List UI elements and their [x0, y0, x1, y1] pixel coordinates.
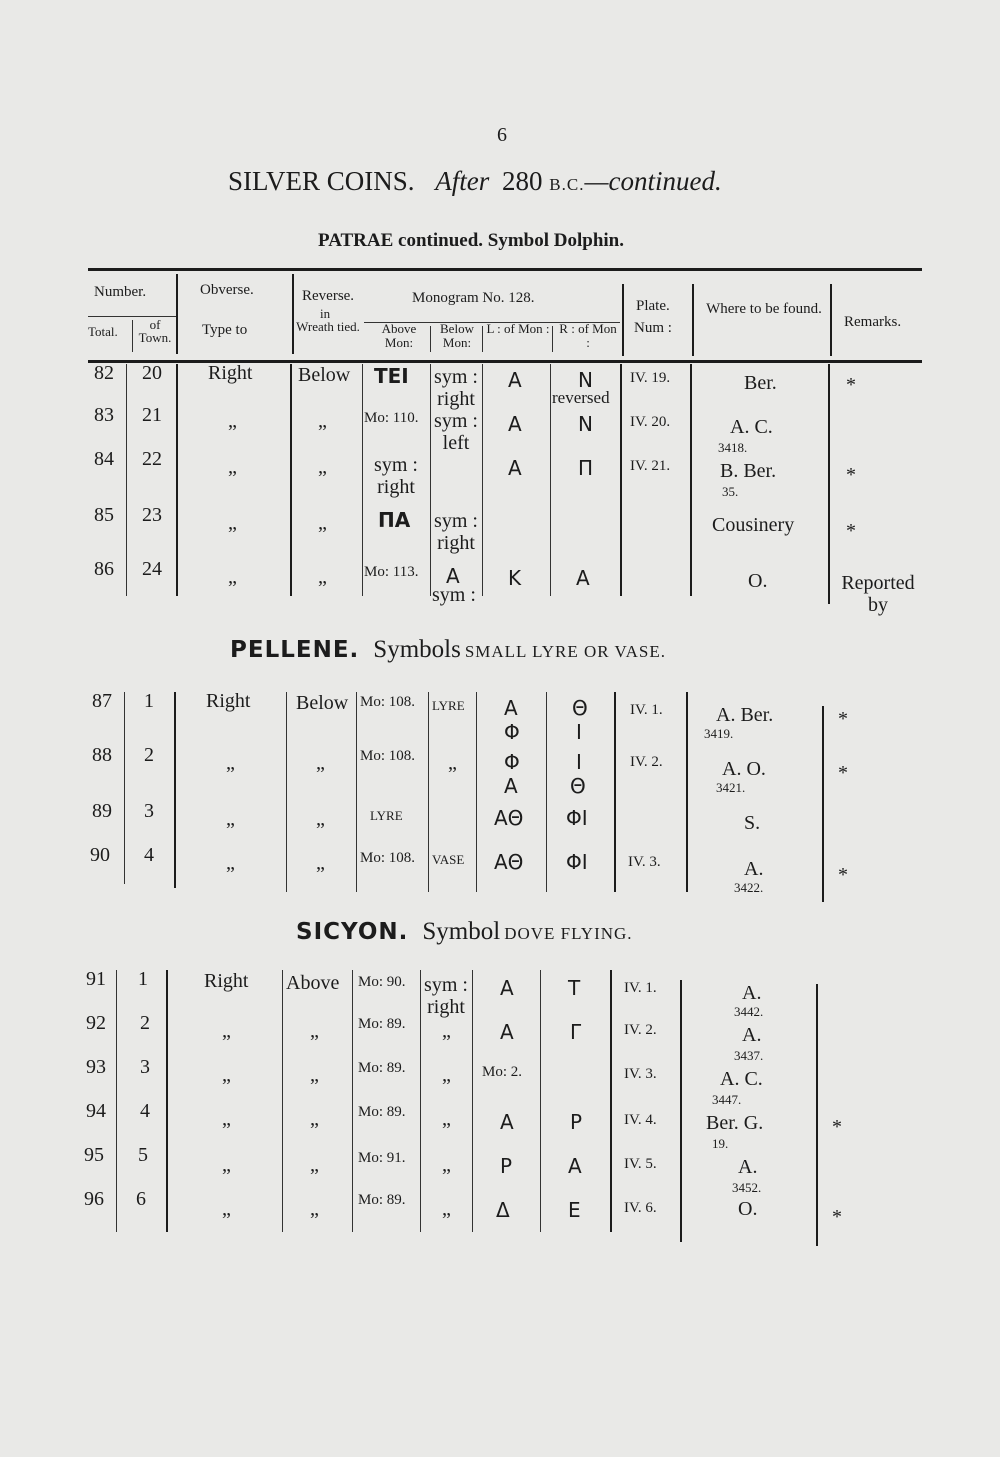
header-num: Num : [634, 320, 672, 336]
header-reverse: Reverse. [302, 288, 355, 304]
page-number: 6 [497, 124, 507, 146]
title-main: SILVER COINS. [228, 166, 415, 196]
title-after: After [435, 166, 490, 196]
header-monogram: Monogram No. 128. [412, 290, 535, 306]
header-above-mon: Above Mon: [381, 321, 417, 350]
header-plate: Plate. [636, 298, 670, 314]
page-title [228, 166, 722, 197]
patrae-heading: PATRAE continued. Symbol Dolphin. [318, 230, 625, 251]
title-year: 280 [502, 166, 543, 196]
sicyon-heading [296, 918, 633, 946]
pellene-symbols: Symbols [373, 636, 461, 663]
header-number: Number. [94, 284, 147, 300]
sicyon-symbol: Symbol [422, 918, 501, 945]
pellene-symbols-detail: SMALL LYRE OR VASE. [464, 642, 667, 661]
header-where: Where to be found. [706, 301, 822, 317]
header-l-of-mon: L : of Mon : [486, 321, 550, 336]
title-bc: B.C. [549, 175, 585, 194]
header-wreath-tied: Wreath tied. [296, 319, 360, 334]
header-below-mon: Below Mon: [440, 321, 474, 350]
pellene-name: PELLENE. [230, 637, 360, 663]
header-type-to: Type to [202, 322, 248, 338]
header-in: in [320, 306, 331, 321]
sicyon-name: SICYON. [296, 919, 409, 945]
header-r-of-mon: R : of Mon : [559, 321, 617, 350]
sicyon-symbol-detail: DOVE FLYING. [504, 924, 633, 943]
header-obverse: Obverse. [200, 282, 254, 298]
pellene-heading [230, 636, 666, 664]
header-total: Total. [88, 324, 118, 339]
title-continued: —continued. [584, 166, 722, 196]
header-of-town: of Town. [138, 317, 172, 345]
header-remarks: Remarks. [844, 314, 902, 330]
